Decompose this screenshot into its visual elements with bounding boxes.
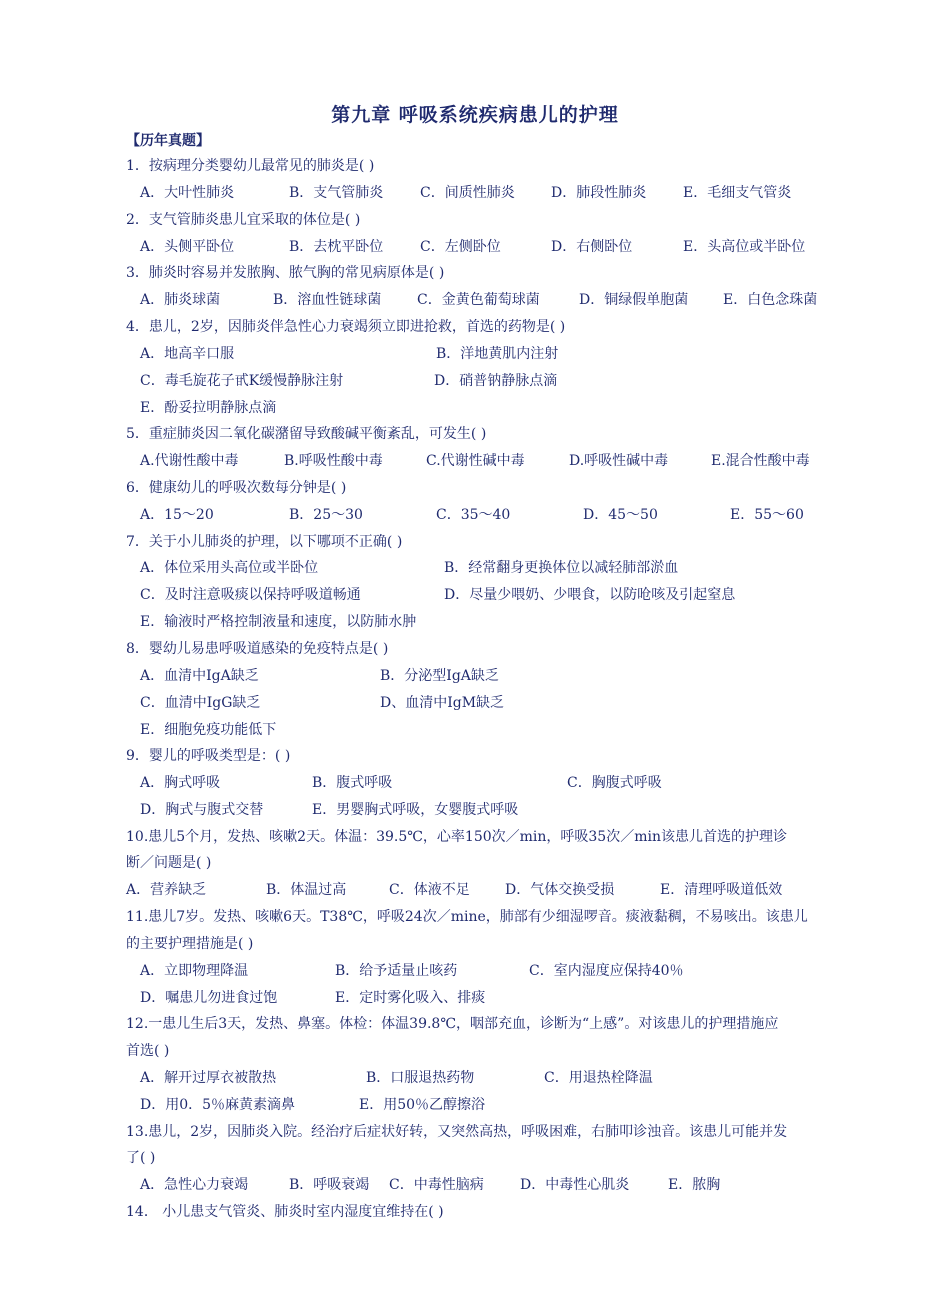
question-stem: 14． 小儿患支气管炎、肺炎时室内湿度宜维持在( ) bbox=[126, 1204, 444, 1220]
option: D．胸式与腹式交替 bbox=[140, 802, 264, 818]
option: E．头高位或半卧位 bbox=[683, 239, 806, 255]
question-stem: 5．重症肺炎因二氧化碳潴留导致酸碱平衡紊乱，可发生( ) bbox=[126, 426, 487, 442]
option: A．体位采用头高位或半卧位 bbox=[140, 560, 319, 576]
option: A．肺炎球菌 bbox=[140, 292, 221, 308]
option: D．45～50 bbox=[583, 507, 658, 523]
option: B．分泌型IgA缺乏 bbox=[380, 668, 499, 684]
option: B．经常翻身更换体位以减轻肺部淤血 bbox=[444, 560, 679, 576]
option-row bbox=[0, 1175, 950, 1195]
question-stem: 4．患儿，2岁，因肺炎伴急性心力衰竭须立即进抢救，首选的药物是( ) bbox=[126, 319, 566, 335]
option-row bbox=[0, 666, 950, 686]
option: B．给予适量止咳药 bbox=[335, 963, 458, 979]
option: E．定时雾化吸入、排痰 bbox=[335, 990, 486, 1006]
option: D．气体交换受损 bbox=[505, 882, 615, 898]
option: C．体液不足 bbox=[389, 882, 470, 898]
option: A.代谢性酸中毒 bbox=[140, 453, 239, 469]
option: E．脓胸 bbox=[668, 1177, 721, 1193]
option-row bbox=[0, 773, 950, 793]
option: E．毛细支气管炎 bbox=[683, 185, 792, 201]
option-row bbox=[0, 720, 950, 740]
question-stem: 12.一患儿生后3天，发热、鼻塞。体检：体温39.8℃，咽部充血，诊断为“上感”。对该患儿的护理措施应 bbox=[126, 1016, 779, 1032]
option: A．解开过厚衣被散热 bbox=[140, 1070, 277, 1086]
option: B.呼吸性酸中毒 bbox=[284, 453, 383, 469]
option-row bbox=[0, 558, 950, 578]
option: B．去枕平卧位 bbox=[289, 239, 384, 255]
option: A．营养缺乏 bbox=[126, 882, 207, 898]
option: C．血清中IgG缺乏 bbox=[140, 695, 261, 711]
option: A．胸式呼吸 bbox=[140, 775, 221, 791]
question-stem: 9．婴儿的呼吸类型是：( ) bbox=[126, 748, 291, 764]
option: E．白色念珠菌 bbox=[723, 292, 818, 308]
option-row bbox=[0, 290, 950, 310]
option-row bbox=[0, 693, 950, 713]
option-row bbox=[0, 880, 950, 900]
section-heading: 【历年真题】 bbox=[126, 133, 210, 149]
option: C．用退热栓降温 bbox=[544, 1070, 653, 1086]
option: D．中毒性心肌炎 bbox=[520, 1177, 630, 1193]
option: E．细胞免疫功能低下 bbox=[140, 722, 277, 738]
option: D、血清中IgM缺乏 bbox=[380, 695, 505, 711]
option: C．毒毛旋花子甙K缓慢静脉注射 bbox=[140, 373, 344, 389]
page-title: 第九章 呼吸系统疾病患儿的护理 bbox=[331, 104, 619, 126]
option: B．口服退热药物 bbox=[366, 1070, 475, 1086]
option: A．大叶性肺炎 bbox=[140, 185, 235, 201]
question-stem: 10.患儿5个月，发热、咳嗽2天。体温：39.5℃，心率150次／min，呼吸35次／min该患儿首选的护理诊 bbox=[126, 829, 787, 845]
option: C．及时注意吸痰以保持呼吸道畅通 bbox=[140, 587, 361, 603]
option: A．15～20 bbox=[140, 507, 214, 523]
option: D．用0．5％麻黄素滴鼻 bbox=[140, 1097, 296, 1113]
option: B．腹式呼吸 bbox=[312, 775, 393, 791]
question-stem: 的主要护理措施是( ) bbox=[126, 936, 254, 952]
question-stem: 首选( ) bbox=[126, 1043, 170, 1059]
option: C．室内湿度应保持40％ bbox=[529, 963, 684, 979]
option-row bbox=[0, 398, 950, 418]
option-row bbox=[0, 800, 950, 820]
option: A．急性心力衰竭 bbox=[140, 1177, 249, 1193]
option: B．呼吸衰竭 bbox=[289, 1177, 370, 1193]
option: D．铜绿假单胞菌 bbox=[579, 292, 689, 308]
option-row bbox=[0, 344, 950, 364]
question-stem: 断／问题是( ) bbox=[126, 855, 212, 871]
option: B．洋地黄肌内注射 bbox=[436, 346, 559, 362]
option: C．中毒性脑病 bbox=[389, 1177, 484, 1193]
question-stem: 了( ) bbox=[126, 1150, 156, 1166]
option: D．嘱患儿勿进食过饱 bbox=[140, 990, 278, 1006]
option: D．硝普钠静脉点滴 bbox=[434, 373, 558, 389]
option-row bbox=[0, 1095, 950, 1115]
option-row bbox=[0, 237, 950, 257]
option: C．左侧卧位 bbox=[420, 239, 501, 255]
option-row bbox=[0, 505, 950, 525]
question-stem: 13.患儿，2岁，因肺炎入院。经治疗后症状好转，又突然高热，呼吸困难，右肺叩诊浊音。该患儿可能并发 bbox=[126, 1124, 788, 1140]
option: D．肺段性肺炎 bbox=[551, 185, 647, 201]
option: E．输液时严格控制液量和速度，以防肺水肿 bbox=[140, 614, 417, 630]
question-stem: 1．按病理分类婴幼儿最常见的肺炎是( ) bbox=[126, 158, 375, 174]
option: A．立即物理降温 bbox=[140, 963, 249, 979]
option: B．体温过高 bbox=[266, 882, 347, 898]
option-row bbox=[0, 1068, 950, 1088]
option-row bbox=[0, 585, 950, 605]
option: E．酚妥拉明静脉点滴 bbox=[140, 400, 277, 416]
option-row bbox=[0, 988, 950, 1008]
question-stem: 3．肺炎时容易并发脓胸、脓气胸的常见病原体是( ) bbox=[126, 265, 445, 281]
option: E.混合性酸中毒 bbox=[711, 453, 810, 469]
option: E．55～60 bbox=[730, 507, 804, 523]
option-row bbox=[0, 183, 950, 203]
option: C.代谢性碱中毒 bbox=[426, 453, 525, 469]
option: B．25～30 bbox=[289, 507, 363, 523]
option: E．清理呼吸道低效 bbox=[660, 882, 783, 898]
option: C．胸腹式呼吸 bbox=[567, 775, 662, 791]
question-stem: 11.患儿7岁。发热、咳嗽6天。T38℃，呼吸24次／mine，肺部有少细湿啰音。痰液黏稠，不易咳出。该患儿 bbox=[126, 909, 808, 925]
option-row bbox=[0, 451, 950, 471]
option: C．金黄色葡萄球菌 bbox=[417, 292, 540, 308]
option: D.呼吸性碱中毒 bbox=[569, 453, 669, 469]
option: A．血清中IgA缺乏 bbox=[140, 668, 259, 684]
option: C．间质性肺炎 bbox=[420, 185, 515, 201]
option: B．支气管肺炎 bbox=[289, 185, 384, 201]
question-stem: 2．支气管肺炎患儿宜采取的体位是( ) bbox=[126, 212, 361, 228]
question-stem: 6．健康幼儿的呼吸次数每分钟是( ) bbox=[126, 480, 347, 496]
option: B．溶血性链球菌 bbox=[273, 292, 382, 308]
question-stem: 7．关于小儿肺炎的护理，以下哪项不正确( ) bbox=[126, 534, 403, 550]
option: E．男婴胸式呼吸，女婴腹式呼吸 bbox=[312, 802, 519, 818]
option: A．地高辛口服 bbox=[140, 346, 235, 362]
option-row bbox=[0, 612, 950, 632]
option-row bbox=[0, 371, 950, 391]
option: D．尽量少喂奶、少喂食，以防呛咳及引起窒息 bbox=[444, 587, 736, 603]
option: C．35～40 bbox=[436, 507, 511, 523]
option: D．右侧卧位 bbox=[551, 239, 633, 255]
option-row bbox=[0, 961, 950, 981]
question-stem: 8．婴幼儿易患呼吸道感染的免疫特点是( ) bbox=[126, 641, 389, 657]
option: A．头侧平卧位 bbox=[140, 239, 235, 255]
option: E．用50％乙醇擦浴 bbox=[359, 1097, 486, 1113]
